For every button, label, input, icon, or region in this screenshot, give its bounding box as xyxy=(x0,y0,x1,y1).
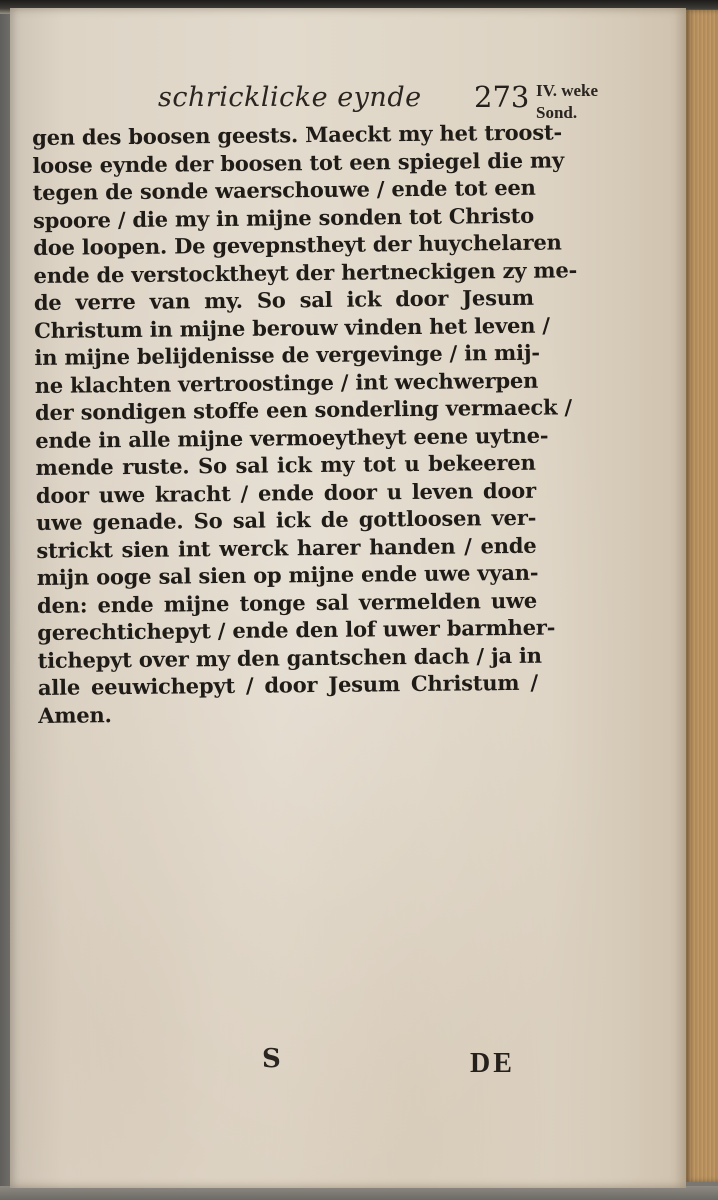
running-head-title: schricklicke eynde xyxy=(158,82,422,113)
text-line: tichepyt over my den gantschen dach / ja in xyxy=(37,642,542,673)
text-line: Christum in mijne berouw vinden het leven / xyxy=(34,312,550,343)
text-line: de verre van my. So sal ick door Jesum xyxy=(33,284,534,315)
text-line: tegen de sonde waerschouwe / ende tot een xyxy=(32,174,536,205)
text-line: alle eeuwichepyt / door Jesum Christum / xyxy=(37,669,539,700)
text-line: spoore / die my in mijne sonden tot Christo xyxy=(32,202,535,233)
text-line: uwe genade. So sal ick de gottloosen ver- xyxy=(36,504,537,535)
body-text xyxy=(32,119,578,729)
page-fore-edge xyxy=(686,10,718,1182)
text-line: ende de verstocktheyt der hertneckigen zy me- xyxy=(33,256,578,288)
text-line-final: Amen. xyxy=(38,701,112,728)
text-line: gerechtichepyt / ende den lof uwer barmher- xyxy=(37,614,556,645)
text-line: ende in alle mijne vermoeytheyt eene uytne- xyxy=(35,422,549,453)
book-page xyxy=(10,8,686,1188)
text-line: loose eynde der boosen tot een spiegel die my xyxy=(32,146,565,178)
page-number: 273 xyxy=(474,80,530,114)
text-line: mende ruste. So sal ick my tot u bekeeren xyxy=(35,449,536,480)
signature-mark: S xyxy=(262,1044,281,1074)
text-line: strickt sien int werck harer handen / ende xyxy=(36,532,537,563)
catchword: DE xyxy=(470,1048,515,1079)
text-line: der sondigen stoffe een sonderling vermaeck / xyxy=(34,394,573,425)
text-line: den: ende mijne tonge sal vermelden uwe xyxy=(36,587,538,618)
margin-note-week: IV. weke xyxy=(536,81,599,100)
text-line: ne klachten vertroostinge / int wechwerpen xyxy=(34,367,539,398)
text-line: door uwe kracht / ende door u leven door xyxy=(35,477,536,508)
margin-note-day: Sond. xyxy=(536,103,578,122)
text-line: mijn ooge sal sien op mijne ende uwe vyan- xyxy=(36,559,539,590)
margin-note xyxy=(536,80,598,124)
text-line: in mijne belijdenisse de vergevinge / in mij- xyxy=(34,339,540,370)
binding-bottom-edge xyxy=(0,1186,718,1200)
text-line: gen des boosen geests. Maeckt my het troost- xyxy=(32,119,563,150)
text-line: doe loopen. De gevepnstheyt der huychelaren xyxy=(33,229,562,260)
